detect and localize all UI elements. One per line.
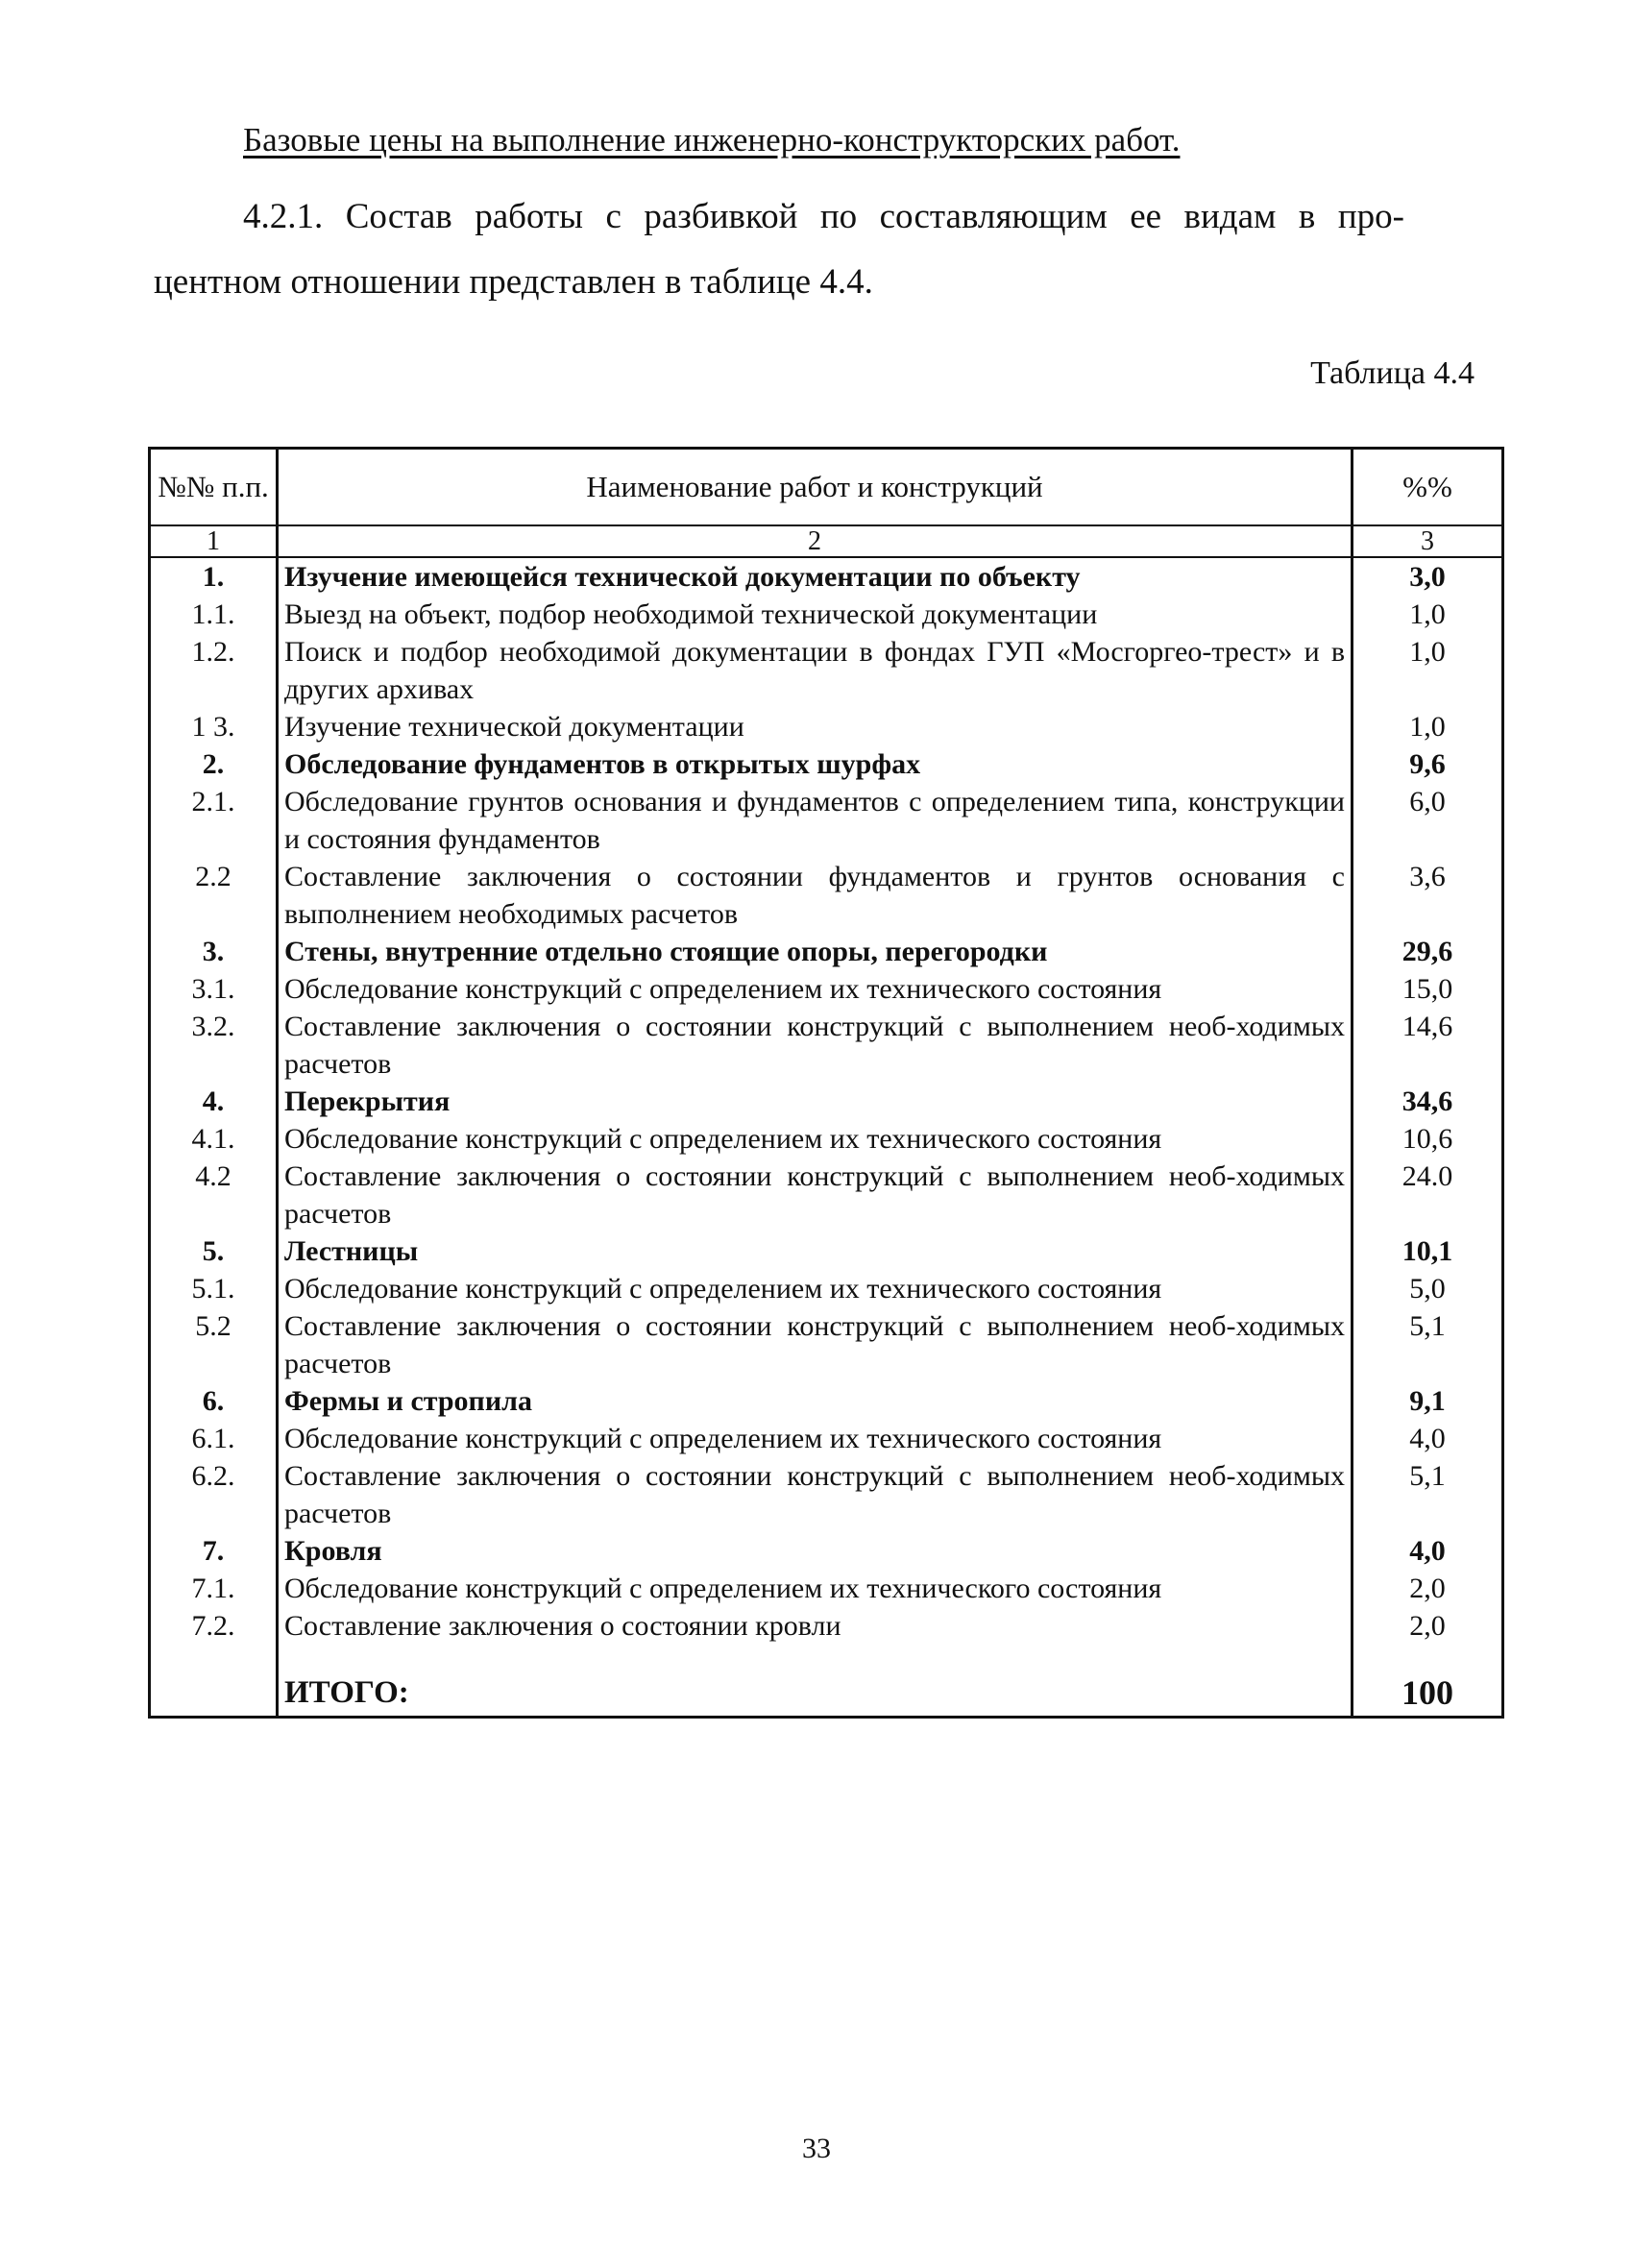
cell-num: 1.1.: [150, 596, 278, 633]
cell-num: 4.: [150, 1083, 278, 1120]
table-row: [150, 783, 1503, 858]
table-row: [150, 858, 1503, 933]
table-section-row: [150, 1083, 1503, 1120]
document-heading: Базовые цены на выполнение инженерно-конструкторских работ.: [243, 121, 1181, 159]
page-number: 33: [802, 2133, 831, 2164]
intro-paragraph-line-2: центном отношении представлен в таблице 4.4.: [154, 262, 873, 302]
cell-pct: 3,0: [1353, 557, 1503, 596]
cell-name: Кровля: [278, 1532, 1353, 1570]
cell-pct: 6,0: [1353, 783, 1503, 858]
cell-pct: 1,0: [1353, 708, 1503, 745]
table-row: [150, 1008, 1503, 1083]
table-row: [150, 633, 1503, 708]
cell-pct: 34,6: [1353, 1083, 1503, 1120]
table-row: [150, 1420, 1503, 1457]
cell-num: 1.: [150, 557, 278, 596]
cell-num: 3.: [150, 933, 278, 970]
table-total-row: [150, 1645, 1503, 1718]
table-row: [150, 1457, 1503, 1532]
cell-name: Выезд на объект, подбор необходимой технической документации: [278, 596, 1353, 633]
table-row: [150, 1120, 1503, 1158]
table-section-row: [150, 745, 1503, 783]
cell-pct: 14,6: [1353, 1008, 1503, 1083]
cell-pct: 9,6: [1353, 745, 1503, 783]
cell-pct: 2,0: [1353, 1607, 1503, 1645]
table-section-row: [150, 557, 1503, 596]
column-numbers-row: [150, 525, 1503, 557]
cell-pct: 4,0: [1353, 1532, 1503, 1570]
cell-name: Составление заключения о состоянии конструкций с выполнением необ-ходимых расчетов: [278, 1008, 1353, 1083]
cell-name: Обследование грунтов основания и фундаментов с определением типа, конструкции и состояния фундаментов: [278, 783, 1353, 858]
cell-name: Составление заключения о состоянии фундаментов и грунтов основания с выполнением необходимых расчетов: [278, 858, 1353, 933]
table-header-row: [150, 449, 1503, 526]
cell-name: Составление заключения о состоянии кровли: [278, 1607, 1353, 1645]
cell-num: 3.1.: [150, 970, 278, 1008]
cell-num: 4.2: [150, 1158, 278, 1232]
table-caption: Таблица 4.4: [1310, 355, 1475, 391]
cell-name: Стены, внутренние отдельно стоящие опоры, перегородки: [278, 933, 1353, 970]
cell-pct: 5,1: [1353, 1457, 1503, 1532]
cell-num: 2.2: [150, 858, 278, 933]
cell-num-empty: [150, 1645, 278, 1718]
cell-pct: 3,6: [1353, 858, 1503, 933]
table-row: [150, 1607, 1503, 1645]
cell-num: 2.1.: [150, 783, 278, 858]
column-number-2: 2: [278, 525, 1353, 557]
cell-pct: 24.0: [1353, 1158, 1503, 1232]
cell-num: 6.1.: [150, 1420, 278, 1457]
header-name: Наименование работ и конструкций: [278, 449, 1353, 526]
column-number-1: 1: [150, 525, 278, 557]
cell-pct: 5,0: [1353, 1270, 1503, 1307]
cell-name: Обследование конструкций с определением их технического состояния: [278, 1570, 1353, 1607]
table-section-row: [150, 1232, 1503, 1270]
table-row: [150, 1158, 1503, 1232]
cell-num: 1.2.: [150, 633, 278, 708]
cell-pct: 4,0: [1353, 1420, 1503, 1457]
cell-name: Составление заключения о состоянии конструкций с выполнением необ-ходимых расчетов: [278, 1307, 1353, 1382]
table-row: [150, 708, 1503, 745]
cell-pct: 1,0: [1353, 596, 1503, 633]
table-row: [150, 596, 1503, 633]
cell-num: 4.1.: [150, 1120, 278, 1158]
cell-name: Обследование конструкций с определением их технического состояния: [278, 1120, 1353, 1158]
cell-name: Перекрытия: [278, 1083, 1353, 1120]
cell-pct: 29,6: [1353, 933, 1503, 970]
table-section-row: [150, 1382, 1503, 1420]
cell-name: Изучение имеющейся технической документации по объекту: [278, 557, 1353, 596]
header-pct: %%: [1353, 449, 1503, 526]
cell-num: 5.2: [150, 1307, 278, 1382]
cell-num: 7.1.: [150, 1570, 278, 1607]
table-row: [150, 1570, 1503, 1607]
column-number-3: 3: [1353, 525, 1503, 557]
table-section-row: [150, 1532, 1503, 1570]
cell-pct: 10,1: [1353, 1232, 1503, 1270]
total-label: ИТОГО:: [278, 1645, 1353, 1718]
cell-name: Изучение технической документации: [278, 708, 1353, 745]
cell-num: 5.: [150, 1232, 278, 1270]
cell-name: Поиск и подбор необходимой документации в фондах ГУП «Мосгоргео-трест» и в других архивах: [278, 633, 1353, 708]
cell-pct: 10,6: [1353, 1120, 1503, 1158]
cell-num: 7.: [150, 1532, 278, 1570]
cell-num: 6.2.: [150, 1457, 278, 1532]
cell-num: 1 3.: [150, 708, 278, 745]
intro-paragraph: [154, 184, 1404, 315]
work-composition-table: [148, 447, 1504, 1719]
cell-num: 6.: [150, 1382, 278, 1420]
cell-name: Обследование конструкций с определением их технического состояния: [278, 970, 1353, 1008]
cell-name: Обследование фундаментов в открытых шурфах: [278, 745, 1353, 783]
cell-num: 7.2.: [150, 1607, 278, 1645]
cell-pct: 9,1: [1353, 1382, 1503, 1420]
cell-num: 5.1.: [150, 1270, 278, 1307]
cell-name: Составление заключения о состоянии конструкций с выполнением необ-ходимых расчетов: [278, 1457, 1353, 1532]
cell-pct: 5,1: [1353, 1307, 1503, 1382]
table-row: [150, 1307, 1503, 1382]
cell-name: Обследование конструкций с определением их технического состояния: [278, 1270, 1353, 1307]
header-num: №№ п.п.: [150, 449, 278, 526]
table-section-row: [150, 933, 1503, 970]
total-value: 100: [1353, 1645, 1503, 1718]
table-row: [150, 970, 1503, 1008]
cell-pct: 1,0: [1353, 633, 1503, 708]
cell-pct: 15,0: [1353, 970, 1503, 1008]
cell-num: 3.2.: [150, 1008, 278, 1083]
cell-pct: 2,0: [1353, 1570, 1503, 1607]
cell-name: Лестницы: [278, 1232, 1353, 1270]
cell-name: Обследование конструкций с определением их технического состояния: [278, 1420, 1353, 1457]
table-row: [150, 1270, 1503, 1307]
cell-name: Составление заключения о состоянии конструкций с выполнением необ-ходимых расчетов: [278, 1158, 1353, 1232]
cell-num: 2.: [150, 745, 278, 783]
intro-paragraph-line-1: 4.2.1. Состав работы с разбивкой по составляющим ее видам в про-: [243, 197, 1404, 236]
cell-name: Фермы и стропила: [278, 1382, 1353, 1420]
